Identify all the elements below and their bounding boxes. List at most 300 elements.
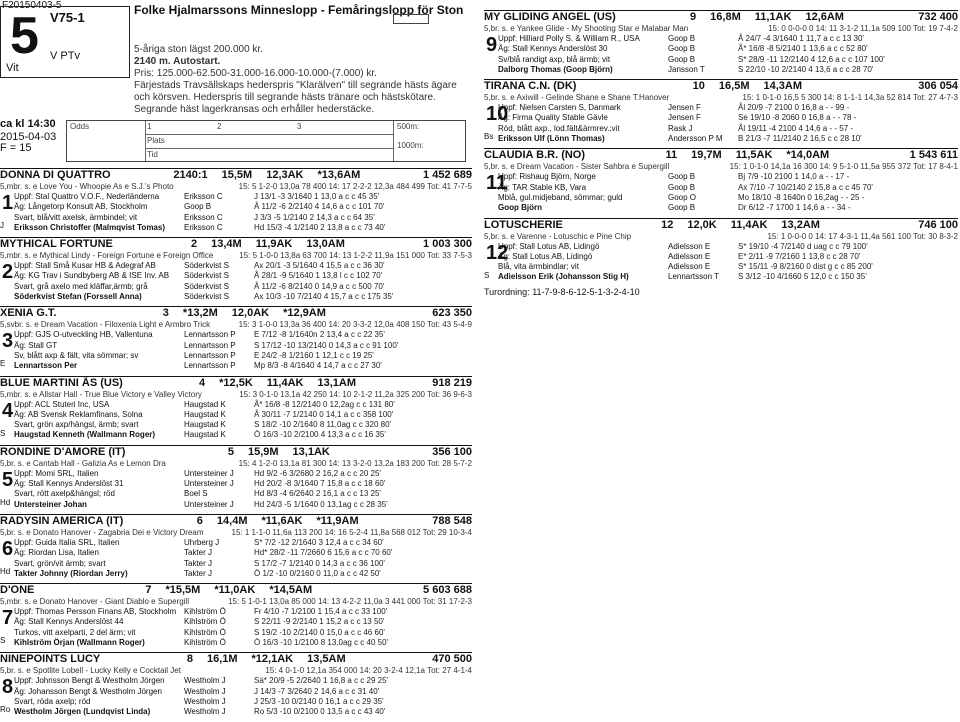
- horse-records: [199, 378, 356, 389]
- detail-text: Äg: Riordan Lisa, Italien: [14, 548, 99, 558]
- driver-name: Boel S: [184, 489, 208, 499]
- race-result: J 13/1 -3 3/1640 1 13,0 a c c 45 35': [254, 192, 380, 201]
- horse-entry: [0, 583, 472, 648]
- odds-col-2: 2: [217, 122, 222, 131]
- shoe-code: J: [0, 221, 4, 230]
- horse-record: 5: [227, 445, 234, 458]
- horse-detail-row: [14, 617, 472, 627]
- horse-earnings: 356 100: [432, 445, 472, 458]
- horse-detail-row: [14, 410, 472, 420]
- horse-stats: 15: 3 0-1-0 13,1a 42 250 14: 10 2-1-2 11,2a 325 200 Tot: 36 9-6-3: [239, 389, 472, 399]
- detail-text: Turkos, vitt axelparti, 2 del ärm; vit: [14, 627, 136, 637]
- horse-record: 19,7M: [691, 149, 722, 162]
- race-result: Mo 18/10 -8 1640n 0 16,2ag - - 25 -: [738, 192, 865, 202]
- detail-text: Sv/blå randigt axp, blå ärmb; vit: [498, 54, 611, 64]
- horse-earnings: 746 100: [918, 218, 958, 231]
- horse-record: 7: [145, 584, 152, 597]
- driver-name: Goop B: [668, 34, 696, 43]
- horse-record: *12,1AK: [251, 653, 294, 666]
- driver-name: Haugstad K: [184, 420, 226, 430]
- horse-record: 15,5M: [221, 169, 253, 181]
- horse-detail-row: [498, 203, 958, 213]
- race-time: ca kl 14:30: [0, 118, 56, 130]
- horse-detail-row: [14, 676, 472, 686]
- turn-order-value: 11-7-9-8-6-12-5-1-3-2-4-10: [532, 286, 640, 297]
- horse-entry: [484, 10, 958, 75]
- horse-pedigree-row: [0, 596, 472, 607]
- horse-detail-row: [14, 282, 472, 292]
- horse-detail-row: [498, 262, 958, 272]
- race-result: Å 11/2 -6 2/2140 4 14,6 a c c 101 70': [254, 202, 385, 212]
- driver-name: Jensen F: [668, 113, 701, 123]
- horse-record: *13,2M: [182, 307, 218, 320]
- horse-stats: 15: 1 0-0-0 0 14: 17 4-3-1 11,4a 561 100 Tot: 30 8-3-2: [767, 231, 958, 241]
- horse-earnings: 732 400: [918, 11, 958, 23]
- driver-name: Lennartsson P: [184, 361, 236, 371]
- detail-text: Westholm Jörgen (Lundqvist Linda): [14, 707, 151, 717]
- horse-pedigree-row: [484, 23, 958, 34]
- driver-name: Eriksson C: [184, 222, 223, 232]
- race-result: Ål 19/11 -4 2100 4 14,6 a - - 57 -: [738, 123, 854, 133]
- horse-record: *13,6AM: [317, 169, 361, 181]
- race-eligibility: 5-åriga ston lägst 200.000 kr.: [134, 44, 263, 55]
- detail-text: Dalborg Thomas (Goop Björn): [498, 64, 613, 74]
- driver-name: Goop B: [668, 172, 696, 182]
- horse-record: *12,5K: [219, 376, 253, 389]
- horse-stats: 15: 4 0-1-0 12,1a 354 000 14: 20 3-2-4 12,1a Tot: 27 4-1-4: [265, 666, 472, 676]
- horse-detail-row: [14, 192, 472, 202]
- horse-entry: [484, 79, 958, 144]
- horse-stats: 15: 1 1-1-0 11,6a 113 200 14: 16 5-2-4 11,8a 568 012 Tot: 29 10-3-4: [231, 527, 472, 537]
- horse-stats: 15: 1 0-1-0 16,5 5 300 14: 8 1-1-1 14,3a 52 814 Tot: 27 4-7-3: [742, 93, 958, 103]
- horse-name: RONDINE D'AMORE (IT): [0, 445, 126, 458]
- race-result: S* 7/2 -12 2/1640 3 12,4 a c c 34 60': [254, 537, 384, 547]
- race-result: S 22/10 -10 2/2140 4 13,6 a c c 28 70': [738, 64, 874, 74]
- horse-pedigree-row: [0, 181, 472, 192]
- race-result: E 24/2 -8 1/2160 1 12,1 c c 19 25': [254, 350, 374, 360]
- horse-header: [0, 652, 472, 665]
- start-color-label: Vit: [6, 62, 19, 74]
- horse-detail-row: [14, 271, 472, 281]
- horse-detail-row: [14, 548, 472, 558]
- horse-records: [163, 308, 326, 319]
- horse-detail-row: [14, 687, 472, 697]
- detail-text: Uppf: ACL Stuteri Inc, USA: [14, 399, 110, 409]
- horse-detail-row: [498, 272, 958, 282]
- horse-pedigree-row: [0, 665, 472, 676]
- detail-text: Svart, grå axelo med kläffar,ärmb; grå: [14, 281, 148, 291]
- horse-header: [484, 218, 958, 231]
- odds-tid: Tid: [147, 150, 158, 159]
- horse-records: [187, 654, 346, 665]
- horse-list-right: [484, 10, 958, 298]
- driver-name: Goop B: [668, 44, 696, 54]
- start-number: 2: [2, 261, 14, 284]
- start-number: 4: [2, 399, 14, 422]
- driver-name: Untersteiner J: [184, 479, 234, 489]
- race-result: Ö 16/3 -10 1/2100 8 13,0ag c c 40 50': [254, 638, 389, 648]
- horse-record: *11,0AK: [214, 584, 256, 597]
- horse-pedigree: 5,br. s. e Cantab Hall - Galizia As e Lemon Dra: [0, 458, 166, 468]
- driver-name: Söderkvist S: [184, 292, 229, 302]
- driver-name: Jansson T: [668, 64, 705, 74]
- horse-pedigree: 5,mbr. s. e Mythical Lindy - Foreign Fortune e Foreign Office: [0, 251, 214, 261]
- horse-record: *14,0AM: [786, 149, 830, 162]
- horse-record: 13,4M: [211, 238, 242, 251]
- turn-order: [484, 287, 958, 298]
- horse-record: *11,9AM: [316, 514, 359, 527]
- horse-detail-row: [14, 707, 472, 717]
- horse-pedigree: 5,mbr. s. e Allstar Hall - True Blue Victory e Valley Victory: [0, 389, 202, 399]
- horse-record: 16,5M: [718, 80, 750, 93]
- horse-entry: [0, 652, 472, 717]
- horse-detail-row: [498, 193, 958, 203]
- horse-entry: [0, 237, 472, 302]
- horse-header: [0, 168, 472, 181]
- horse-pedigree: 5,svbr. s. e Dream Vacation - Filoxenia Light e Armbro Trick: [0, 320, 211, 330]
- race-info: [134, 44, 470, 116]
- horse-detail-row: [498, 55, 958, 65]
- horse-record: *14,5AM: [269, 584, 313, 597]
- horse-header: [0, 306, 472, 319]
- horse-detail-row: [14, 538, 472, 548]
- horse-record: 8: [186, 653, 193, 666]
- horse-detail-row: [14, 628, 472, 638]
- horse-record: 12,3AK: [266, 169, 304, 181]
- start-number: 12: [486, 241, 509, 264]
- horse-record: 13,5AM: [307, 653, 346, 666]
- detail-text: Uppf: Momi SRL, Italien: [14, 468, 99, 478]
- horse-entry: [0, 168, 472, 233]
- horse-entry: [484, 148, 958, 213]
- detail-text: Blå, vita ärmbindlar; vit: [498, 262, 579, 272]
- race-result: Hd 8/3 -4 6/2640 2 16,1 a c c 13 25': [254, 489, 381, 499]
- horse-pedigree: 5,br. s. e Donato Hanover - Zagabria Dei e Victory Dream: [0, 527, 204, 537]
- horse-records: [690, 12, 844, 23]
- race-result: Fr 4/10 -7 1/2100 1 15,4 a c c 33 100': [254, 607, 388, 617]
- horse-details: [0, 261, 472, 302]
- horse-pedigree: 5,br. s. e Spotlite Lobell - Lucky Kelly e Cocktail Jet: [0, 666, 181, 676]
- detail-text: Uppf: Guida Italia SRL, Italien: [14, 537, 120, 547]
- race-result: Dr 6/12 -7 1700 1 14,6 a - - 34 -: [738, 203, 851, 213]
- race-result: S 22/11 -9 2/2140 1 15,2 a c c 13 50': [254, 617, 385, 627]
- horse-header: [0, 237, 472, 250]
- detail-text: Adielsson Erik (Johansson Stig H): [498, 272, 629, 282]
- horse-record: 16,1M: [206, 653, 238, 666]
- horse-detail-row: [498, 252, 958, 262]
- driver-name: Goop B: [668, 182, 696, 192]
- race-result: Ax 7/10 -7 10/2140 2 15,8 a c c 45 70': [738, 182, 873, 192]
- horse-pedigree-row: [0, 458, 472, 469]
- horse-earnings: 5 603 688: [423, 584, 472, 597]
- horse-record: 11,4AK: [730, 218, 768, 231]
- shoe-code: S: [484, 270, 490, 280]
- driver-name: Westholm J: [184, 676, 226, 686]
- shoe-code: Bs: [484, 132, 494, 142]
- horse-record: 13,0AM: [306, 238, 345, 251]
- horse-header: [0, 445, 472, 458]
- race-result: S* 15/11 -9 8/2160 0 dist g c c 85 200': [738, 262, 873, 272]
- race-result: J 14/3 -7 3/2640 2 14,6 a c c 31 40': [254, 686, 380, 696]
- horse-record: *11,6AK: [261, 514, 303, 527]
- driver-name: Lennartsson P: [184, 350, 236, 360]
- driver-name: Eriksson C: [184, 212, 223, 222]
- odds-1000m: 1000m:: [397, 141, 424, 150]
- driver-name: Söderkvist S: [184, 271, 229, 281]
- horse-earnings: 918 219: [432, 376, 472, 389]
- horse-pedigree-row: [0, 250, 472, 261]
- driver-name: Kihlström Ö: [184, 638, 226, 648]
- horse-record: 2140:1: [173, 169, 208, 181]
- horse-detail-row: [14, 361, 472, 371]
- horse-entry: [484, 218, 958, 283]
- horse-detail-row: [498, 183, 958, 193]
- detail-text: Äg: Johansson Bengt & Westholm Jörgen: [14, 686, 162, 696]
- detail-text: Eriksson Christoffer (Malmqvist Tomas): [14, 222, 165, 232]
- horse-entry: [0, 445, 472, 510]
- horse-record: 2: [190, 238, 198, 251]
- detail-text: Äg: Stall Lotus AB, Lidingö: [498, 251, 593, 261]
- turn-order-label: Turordning:: [484, 286, 533, 297]
- race-result: Ax 20/1 -3 5/1640 4 15,5 a c c 36 30': [254, 261, 385, 271]
- detail-text: Takter Johnny (Riordan Jerry): [14, 568, 128, 578]
- horse-detail-row: [14, 223, 472, 233]
- horse-record: 12,0AK: [231, 307, 270, 320]
- horse-name: NINEPOINTS LUCY: [0, 653, 101, 666]
- horse-detail-row: [14, 351, 472, 361]
- start-number: 5: [2, 468, 14, 491]
- horse-record: 12,0K: [687, 218, 717, 231]
- shoe-code: Ro: [0, 705, 11, 715]
- horse-list-left: [0, 168, 472, 722]
- race-honors: Färjestads Travsällskaps hederspris "Klarälven" till segrande hästs ägare och körsven. Hederspris till segrande hästs tränare och hästskötare. Segrande häst lagerkransas och erhåller hederstäcke.: [134, 80, 457, 115]
- horse-detail-row: [14, 430, 472, 440]
- driver-name: Goop B: [668, 203, 696, 213]
- horse-pedigree: 5,br. s. e Varenne - Lotuschic e Pine Chip: [484, 231, 632, 241]
- detail-text: Uppf: Johnsson Bengt & Westholm Jörgen: [14, 676, 165, 686]
- horse-detail-row: [14, 330, 472, 340]
- horse-detail-row: [14, 607, 472, 617]
- horse-detail-row: [14, 213, 472, 223]
- detail-text: Uppf: Hilliard Polly S. & William R., USA: [498, 34, 640, 43]
- horse-record: 13,1AK: [292, 445, 330, 458]
- horse-detail-row: [14, 697, 472, 707]
- detail-text: Svart, röda axelp; röd: [14, 696, 91, 706]
- horse-details: [0, 676, 472, 717]
- horse-records: [665, 150, 829, 161]
- horse-details: [0, 400, 472, 441]
- race-result: Å* 16/8 -8 12/2140 0 12,2ag c c 131 80': [254, 399, 395, 409]
- detail-text: Äg: KG Trav i Sundbyberg AB & ISE Inv. AB: [14, 271, 170, 281]
- detail-text: Svart, grön axp/hängsl, ärmb; svart: [14, 420, 139, 430]
- detail-text: Svart, blå/vitt axelsk, ärmbindel; vit: [14, 212, 138, 222]
- horse-earnings: 1 452 689: [423, 169, 472, 181]
- driver-name: Takter J: [184, 548, 213, 558]
- horse-pedigree: 5,mbr. s. e Donato Hanover - Giant Diablo e Supergill: [0, 597, 189, 607]
- detail-text: Äg: Stall Kennys Anderslöst 44: [14, 617, 124, 627]
- detail-text: Goop Björn: [498, 203, 542, 213]
- race-result: Hd 9/2 -6 3/2680 2 16,2 a c c 20 25': [254, 468, 381, 478]
- driver-name: Söderkvist S: [184, 281, 229, 291]
- driver-name: Lennartsson T: [668, 272, 719, 282]
- driver-name: Goop O: [668, 192, 697, 202]
- horse-records: [661, 220, 820, 231]
- race-result: Hd 20/2 -8 3/1640 7 15,8 a c c 18 60': [254, 479, 386, 489]
- horse-pedigree: 5,mbr. s. e Love You - Whoopie As e S.J.'s Photo: [0, 182, 174, 191]
- race-result: J 3/3 -5 1/2140 2 14,3 a c c 64 35': [254, 212, 375, 222]
- driver-name: Jensen F: [668, 103, 701, 113]
- horse-record: *15,5M: [165, 584, 201, 597]
- horse-header: [0, 583, 472, 596]
- horse-stats: 15: 1 0-1-0 14,1a 16 300 14: 9 5-1-0 11,5a 955 372 Tot: 17 8-4-1: [729, 162, 958, 172]
- horse-stats: 15: 3 1-0-0 13,3a 36 400 14: 20 3-3-2 12,0a 408 150 Tot: 43 5-4-9: [238, 320, 472, 330]
- driver-name: Takter J: [184, 558, 213, 568]
- driver-name: Untersteiner J: [184, 468, 234, 478]
- race-result: Ål 20/9 -7 2100 0 16,8 a - - 99 -: [738, 103, 850, 113]
- start-number: 10: [486, 103, 509, 126]
- horse-detail-row: [498, 172, 958, 182]
- detail-text: Uppf: Stall Små Kusar HB & Adegraf AB: [14, 261, 156, 271]
- horse-detail-row: [14, 559, 472, 569]
- horse-details: [0, 330, 472, 371]
- horse-record: 3: [162, 307, 169, 320]
- horse-detail-row: [14, 489, 472, 499]
- race-result: Å 11/2 -6 8/2140 0 14,9 a c c 500 70': [254, 281, 385, 291]
- race-result: S 17/12 -10 13/2140 0 14,3 a c c 91 100': [254, 340, 399, 350]
- horse-name: TIRANA C.N. (DK): [484, 80, 577, 93]
- horse-stats: 15: 0 0-0-0 0 14: 11 3-1-2 11,1a 509 100 Tot: 19 7-4-2: [768, 24, 958, 33]
- horse-detail-row: [498, 65, 958, 75]
- detail-text: Uppf: GJS O-utveckling HB, Vallentuna: [14, 330, 153, 340]
- shoe-code: S: [0, 428, 6, 438]
- horse-name: BLUE MARTINI ÅS (US): [0, 376, 123, 389]
- race-result: B 21/3 -7 11/2140 2 16,5 c c 28 10': [738, 134, 862, 144]
- race-result: Ö 1/2 -10 0/2160 0 11,0 a c c 42 50': [254, 568, 381, 578]
- horse-detail-row: [498, 113, 958, 123]
- driver-name: Adielsson E: [668, 241, 711, 251]
- document-code: F20150403-5: [2, 0, 62, 11]
- horse-name: DONNA DI QUATTRO: [0, 169, 111, 181]
- horse-detail-row: [498, 124, 958, 134]
- horse-detail-row: [14, 400, 472, 410]
- horse-header: [0, 514, 472, 527]
- driver-name: Goop B: [668, 54, 696, 64]
- odds-grid: [66, 120, 466, 162]
- horse-record: 12: [661, 218, 674, 231]
- driver-name: Westholm J: [184, 696, 226, 706]
- horse-stats: 15: 4 1-2-0 13,1a 81 300 14: 13 3-2-0 13,2a 183 200 Tot: 28 5-7-2: [238, 458, 472, 468]
- driver-name: Adielsson E: [668, 262, 711, 272]
- race-result: Hd* 28/2 -11 7/2660 6 15,6 a c c 70 60': [254, 548, 393, 558]
- race-date: 2015-04-03: [0, 131, 57, 143]
- horse-pedigree: 5,br. s. e Yankee Glide - My Shooting Star e Malabar Man: [484, 24, 689, 33]
- race-result: S* 19/10 -4 7/2140 d uag c c 79 100': [738, 241, 868, 251]
- horse-detail-row: [498, 242, 958, 252]
- horse-stats: 15: 5 1-0-0 13,8a 63 700 14: 13 1-2-2 11,9a 151 000 Tot: 33 7-5-3: [239, 251, 472, 261]
- detail-text: Söderkvist Stefan (Forssell Anna): [14, 292, 142, 302]
- race-result: S 3/12 -10 4/1660 5 12,0 c c 150 35': [738, 272, 867, 282]
- race-result: Mp 8/3 -8 4/1640 4 14,7 a c c 27 30': [254, 361, 382, 371]
- horse-records: [197, 516, 359, 527]
- start-number: 3: [2, 330, 14, 353]
- horse-pedigree-row: [484, 92, 958, 103]
- horse-details: [0, 469, 472, 510]
- horse-detail-row: [14, 261, 472, 271]
- driver-name: Adielsson E: [668, 251, 711, 261]
- horse-earnings: 1 543 611: [909, 149, 958, 162]
- horse-pedigree-row: [0, 389, 472, 400]
- race-result: S 19/2 -10 2/2140 0 15,0 a c c 46 60': [254, 627, 385, 637]
- horse-record: 13,1AM: [317, 376, 357, 389]
- horse-name: D'ONE: [0, 584, 35, 597]
- driver-name: Takter J: [184, 568, 213, 578]
- horse-pedigree: 5,br. s. e Axiwill - Gelinde Shane e Shane T.Hanover: [484, 93, 670, 103]
- driver-name: Söderkvist S: [184, 261, 229, 271]
- race-result: S* 28/9 -11 12/2140 4 12,6 a c c 107 100': [738, 54, 885, 64]
- horse-name: XENIA G.T.: [0, 307, 57, 320]
- horse-detail-row: [498, 134, 958, 144]
- odds-plats: Plats: [147, 136, 165, 145]
- race-result: Sä* 20/9 -5 2/2640 1 16,8 a c c 29 25': [254, 676, 389, 686]
- horse-pedigree-row: [484, 231, 958, 242]
- horse-record: 9: [690, 11, 697, 23]
- horse-detail-row: [14, 202, 472, 212]
- horse-records: [145, 585, 312, 596]
- start-number: 7: [2, 607, 14, 630]
- horse-name: LOTUSCHERIE: [484, 218, 563, 231]
- driver-name: Haugstad K: [184, 430, 226, 440]
- race-result: Ro 5/3 -10 0/2100 0 13,5 a c c 43 40': [254, 707, 386, 717]
- bet-type-v75: V75-1: [50, 10, 85, 25]
- horse-details: [0, 607, 472, 648]
- detail-text: Kihlström Örjan (Wallmann Roger): [14, 638, 145, 648]
- race-result: Ö 16/3 -10 2/2100 4 13,3 a c c 16 35': [254, 430, 386, 440]
- detail-text: Untersteiner Johan: [14, 499, 87, 509]
- detail-text: Äg: Stall Kennys Anderslöst 31: [14, 479, 124, 489]
- detail-text: Äg: AB Svensk Reklamfinans, Solna: [14, 409, 143, 419]
- horse-earnings: 623 350: [432, 307, 472, 320]
- horse-pedigree-row: [0, 319, 472, 330]
- horse-details: [484, 34, 958, 75]
- horse-records: [191, 239, 345, 250]
- horse-details: [484, 242, 958, 283]
- horse-earnings: 788 548: [432, 514, 472, 527]
- detail-text: Svart, rött axelp&hängsl; röd: [14, 489, 115, 499]
- race-result: Å 24/7 -4 3/1640 1 11,7 a c c 13 30': [738, 34, 864, 43]
- race-result: Hd 15/3 -4 1/2140 2 13,8 a c c 73 40': [254, 222, 386, 232]
- horse-header: [484, 10, 958, 23]
- race-result: E* 2/11 -9 7/2160 1 13,8 c c 28 70': [738, 251, 861, 261]
- horse-name: MY GLIDING ANGEL (US): [484, 11, 616, 23]
- horse-record: 10: [692, 80, 705, 93]
- start-number: 9: [486, 34, 498, 56]
- odds-label: Odds: [70, 122, 90, 131]
- horse-record: 11,9AK: [255, 238, 293, 251]
- driver-name: Lennartsson P: [184, 330, 236, 340]
- horse-entry: [0, 514, 472, 579]
- race-result: Se 19/10 -8 2060 0 16,8 a - - 78 -: [738, 113, 857, 123]
- driver-name: Kihlström Ö: [184, 617, 226, 627]
- horse-detail-row: [14, 479, 472, 489]
- driver-name: Westholm J: [184, 686, 226, 696]
- detail-text: Röd, blått axp., lod.fält&ärmrev.;vit: [498, 123, 620, 133]
- detail-text: Lennartsson Per: [14, 361, 78, 371]
- horse-record: 13,2AM: [781, 218, 820, 231]
- start-number: 6: [2, 537, 14, 560]
- detail-text: Uppf: Nielsen Carsten S, Danmark: [498, 103, 621, 113]
- horse-earnings: 470 500: [432, 653, 472, 666]
- start-number: 1: [2, 192, 14, 214]
